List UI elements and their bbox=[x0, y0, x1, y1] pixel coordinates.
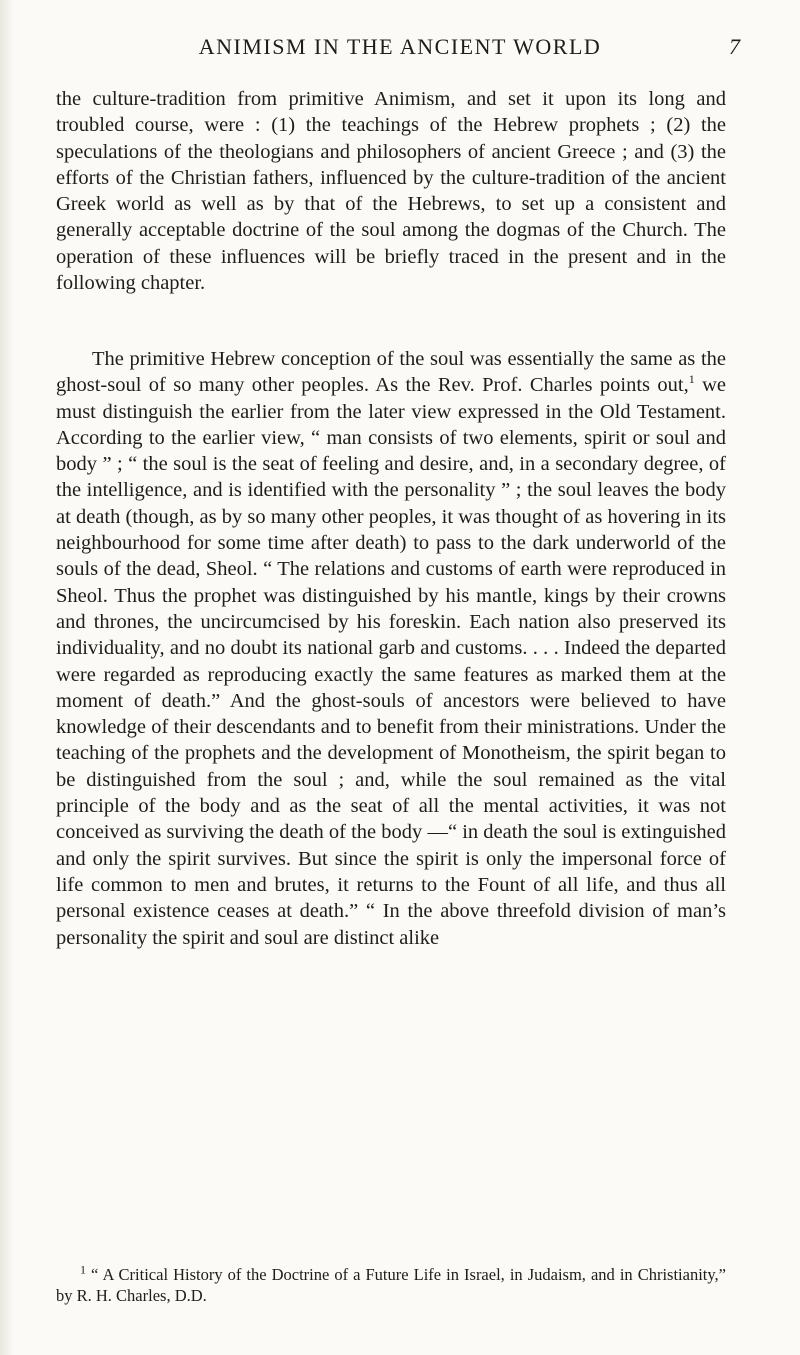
footnote-text bbox=[56, 1264, 726, 1306]
footnote-body: “ A Critical History of the Doctrine of a Future Life in Israel, in Judaism, and in Christianity,” by R. H. Charles, D.D. bbox=[56, 1265, 726, 1305]
paragraph-2 bbox=[56, 346, 726, 951]
running-head: ANIMISM IN THE ANCIENT WORLD bbox=[198, 34, 602, 59]
binding-shadow bbox=[0, 0, 14, 1355]
paragraph-2-start: The primitive Hebrew conception of the soul was essentially the same as the ghost-soul of so many other peoples. As the Rev. Prof. Charles points out, bbox=[56, 348, 726, 397]
footnote-reference: 1 bbox=[688, 372, 695, 387]
paragraph-1 bbox=[56, 86, 726, 296]
paragraph-2-text bbox=[56, 346, 726, 951]
page-number: 7 bbox=[729, 34, 740, 59]
footnote-marker: 1 bbox=[80, 1262, 86, 1277]
page-header bbox=[60, 34, 740, 66]
paragraph-2-rest: we must distinguish the earlier from the later view expressed in the Old Testament. According to the earlier view, “ man consists of two elements, spirit or soul and body ” ; “ the soul is the seat of feeling and desire, and, in a secondary degree, of the intelligence, and is identified with the personality ” ; the soul leaves the body at death (though, as by so many other peoples, it was thought of as hovering in its neighbourhood for some time after death) to pass to the dark underworld of the souls of the dead, Sheol. “ The relations and customs of earth were reproduced in Sheol. Thus the prophet was distinguished by his mantle, kings by their crowns and thrones, the uncircumcised by his foreskin. Each nation also preserved its individuality, and no doubt its national garb and customs. . . . Indeed the departed were regarded as reproducing exactly the same features as marked them at the moment of death.” And the ghost-souls of ancestors were believed to have knowledge of their descendants and to benefit from their ministrations. Under the teaching of the prophets and the development of Monotheism, the spirit began to be distinguished from the soul ; and, while the soul remained as the vital principle of the body and as the seat of all the mental activities, it was not conceived as surviving the death of the body —“ in death the soul is extinguished and only the spirit survives. But since the spirit is only the impersonal force of life common to men and brutes, it returns to the Fount of all life, and thus all personal existence ceases at death.” “ In the above threefold division of man’s personality the spirit and soul are distinct alike bbox=[56, 374, 726, 949]
paragraph-1-text: the culture-tradition from primitive Animism, and set it upon its long and troubled course, were : (1) the teachings of the Hebrew prophets ; (2) the speculations of the theologians and philosophers of ancient Greece ; and (3) the efforts of the Christian fathers, influenced by the culture-tradition of the ancient Greek world as well as by that of the Hebrews, to set up a consistent and generally acceptable doctrine of the soul among the dogmas of the Church. The operation of these influences will be briefly traced in the present and in the following chapter. bbox=[56, 88, 726, 295]
footnote bbox=[56, 1264, 726, 1306]
